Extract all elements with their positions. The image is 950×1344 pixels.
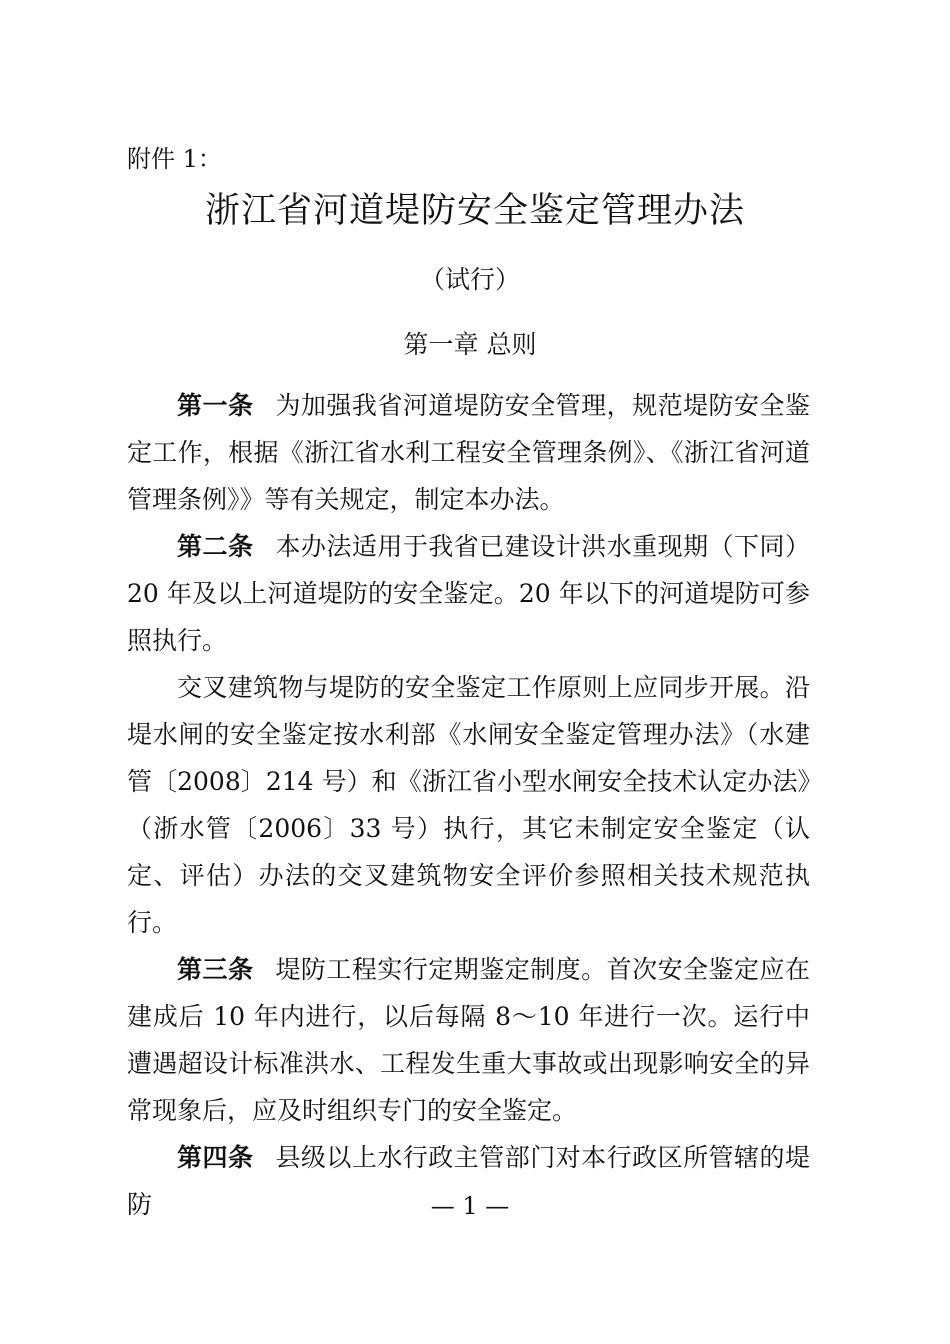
article-text: 县级以上水行政主管部门对本行政区所管辖的堤防 <box>127 1143 810 1219</box>
paragraph-article-1 <box>127 382 810 523</box>
chapter-heading: 第一章 总则 <box>403 330 537 359</box>
article-text: 交叉建筑物与堤防的安全鉴定工作原则上应同步开展。沿堤水闸的安全鉴定按水利部《水闸安全鉴定管理办法》（水建管〔2008〕214 号）和《浙江省小型水闸安全技术认定办法》（浙水管〔2006〕33 号）执行，其它未制定安全鉴定（认定、评估）办法的交叉建筑物安全评价参照相关技术规范执行。 <box>127 673 810 937</box>
attachment-label: 附件 1： <box>127 145 222 173</box>
paragraph-article-2 <box>127 523 810 664</box>
article-number: 第四条 <box>177 1143 254 1172</box>
article-text: 堤防工程实行定期鉴定制度。首次安全鉴定应在建成后 10 年内进行，以后每隔 8～10 年进行一次。运行中遭遇超设计标准洪水、工程发生重大事故或出现影响安全的异常现象后，应及时组织专门的安全鉴定。 <box>127 955 810 1125</box>
body-text <box>127 382 810 1228</box>
document-subtitle: （试行） <box>419 265 520 294</box>
page-number: — 1 — <box>430 1192 510 1220</box>
paragraph-cross-structures <box>127 664 810 946</box>
article-number: 第三条 <box>177 955 254 984</box>
document-title: 浙江省河道堤防安全鉴定管理办法 <box>204 191 745 231</box>
article-text: 为加强我省河道堤防安全管理，规范堤防安全鉴定工作，根据《浙江省水利工程安全管理条例》、《浙江省河道管理条例》》等有关规定，制定本办法。 <box>127 391 810 514</box>
paragraph-article-3 <box>127 946 810 1134</box>
article-text: 本办法适用于我省已建设计洪水重现期（下同）20 年及以上河道堤防的安全鉴定。20 年以下的河道堤防可参照执行。 <box>127 532 810 655</box>
article-number: 第一条 <box>177 391 254 420</box>
article-number: 第二条 <box>177 532 254 561</box>
